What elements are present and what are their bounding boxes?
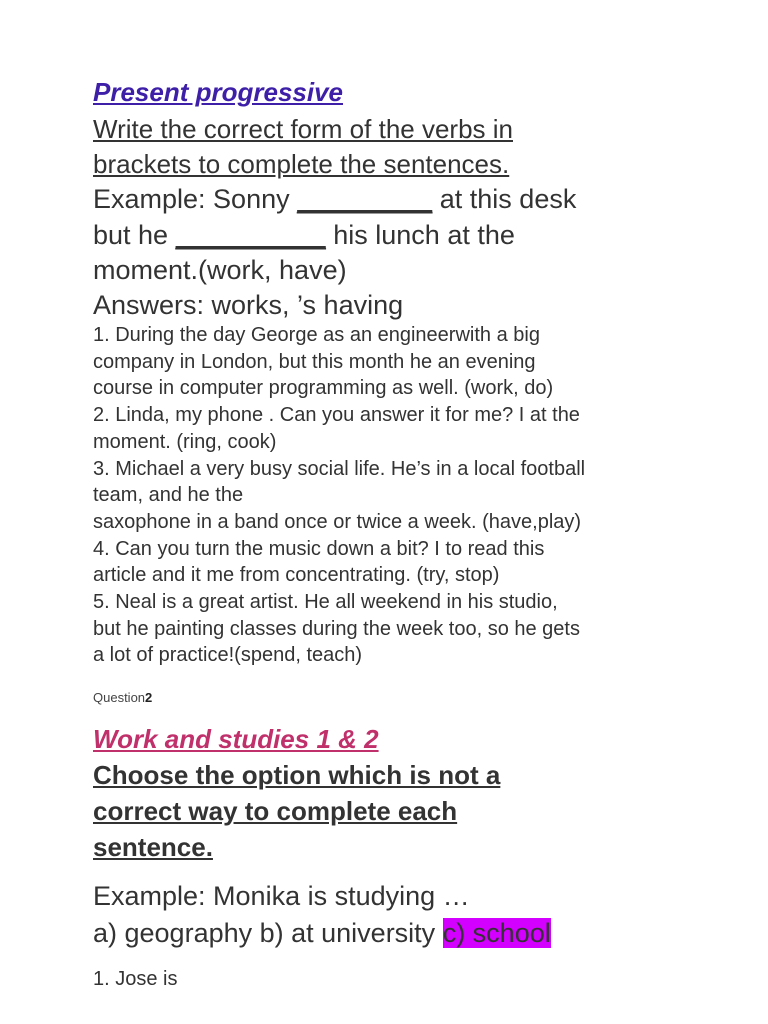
example-blank-1: _________ [297,184,433,214]
exercise-line: 4. Can you turn the music down a bit? I to read this [93,537,545,560]
section2-options [93,915,551,951]
exercise-line: team, and he the [93,484,244,507]
exercise-line: 2. Linda, my phone . Can you answer it for me? I at the [93,404,580,427]
example-blank-2: __________ [175,220,326,250]
question-number: 2 [145,690,153,705]
example-line-1 [93,181,576,217]
section-title-present-progressive: Present progressive [93,77,344,107]
example-line-3: moment.(work, have) [93,255,347,285]
instruction-line: Write the correct form of the verbs in [93,114,513,144]
exercise-line: 5. Neal is a great artist. He all weekend in his studio, [93,591,558,614]
instruction-line: brackets to complete the sentences. [93,149,510,179]
exercise-line: course in computer programming as well. (work, do) [93,377,554,400]
question-text: Question [93,690,146,705]
exercise-items [93,322,585,669]
instruction-line: Choose the option which is not a [93,760,501,790]
section1-instruction [93,112,513,182]
exercise-line: but he painting classes during the week too, so he gets [93,617,580,640]
exercise-line: company in London, but this month he an evening [93,350,536,373]
exercise-line: article and it me from concentrating. (try, stop) [93,564,500,587]
example-line-2 [93,217,515,253]
highlighted-option: c) school [442,918,551,948]
exercise-line: 3. Michael a very busy social life. He’s in a local football [93,457,586,480]
example-text: at this desk [432,184,577,214]
question-label [93,690,152,705]
section-title-work-and-studies: Work and studies 1 & 2 [93,724,379,754]
example-text: his lunch at the [325,220,515,250]
example-text: but he [93,220,176,250]
answers-line: Answers: works, ’s having [93,290,404,320]
instruction-line: correct way to complete each [93,796,458,826]
exercise-line: 1. During the day George as an engineerwith a big [93,324,540,346]
instruction-line: sentence. [93,832,213,862]
exercise-line: moment. (ring, cook) [93,430,277,453]
exercise-line: saxophone in a band once or twice a week. (have,play) [93,510,582,533]
exercise-line: a lot of practice!(spend, teach) [93,644,363,667]
options-text: a) geography b) at university [93,918,443,948]
example-text: Example: Sonny [93,184,298,214]
section2-instruction [93,757,500,865]
section2-example: Example: Monika is studying … [93,881,470,911]
section2-item-1: 1. Jose is [93,968,178,990]
